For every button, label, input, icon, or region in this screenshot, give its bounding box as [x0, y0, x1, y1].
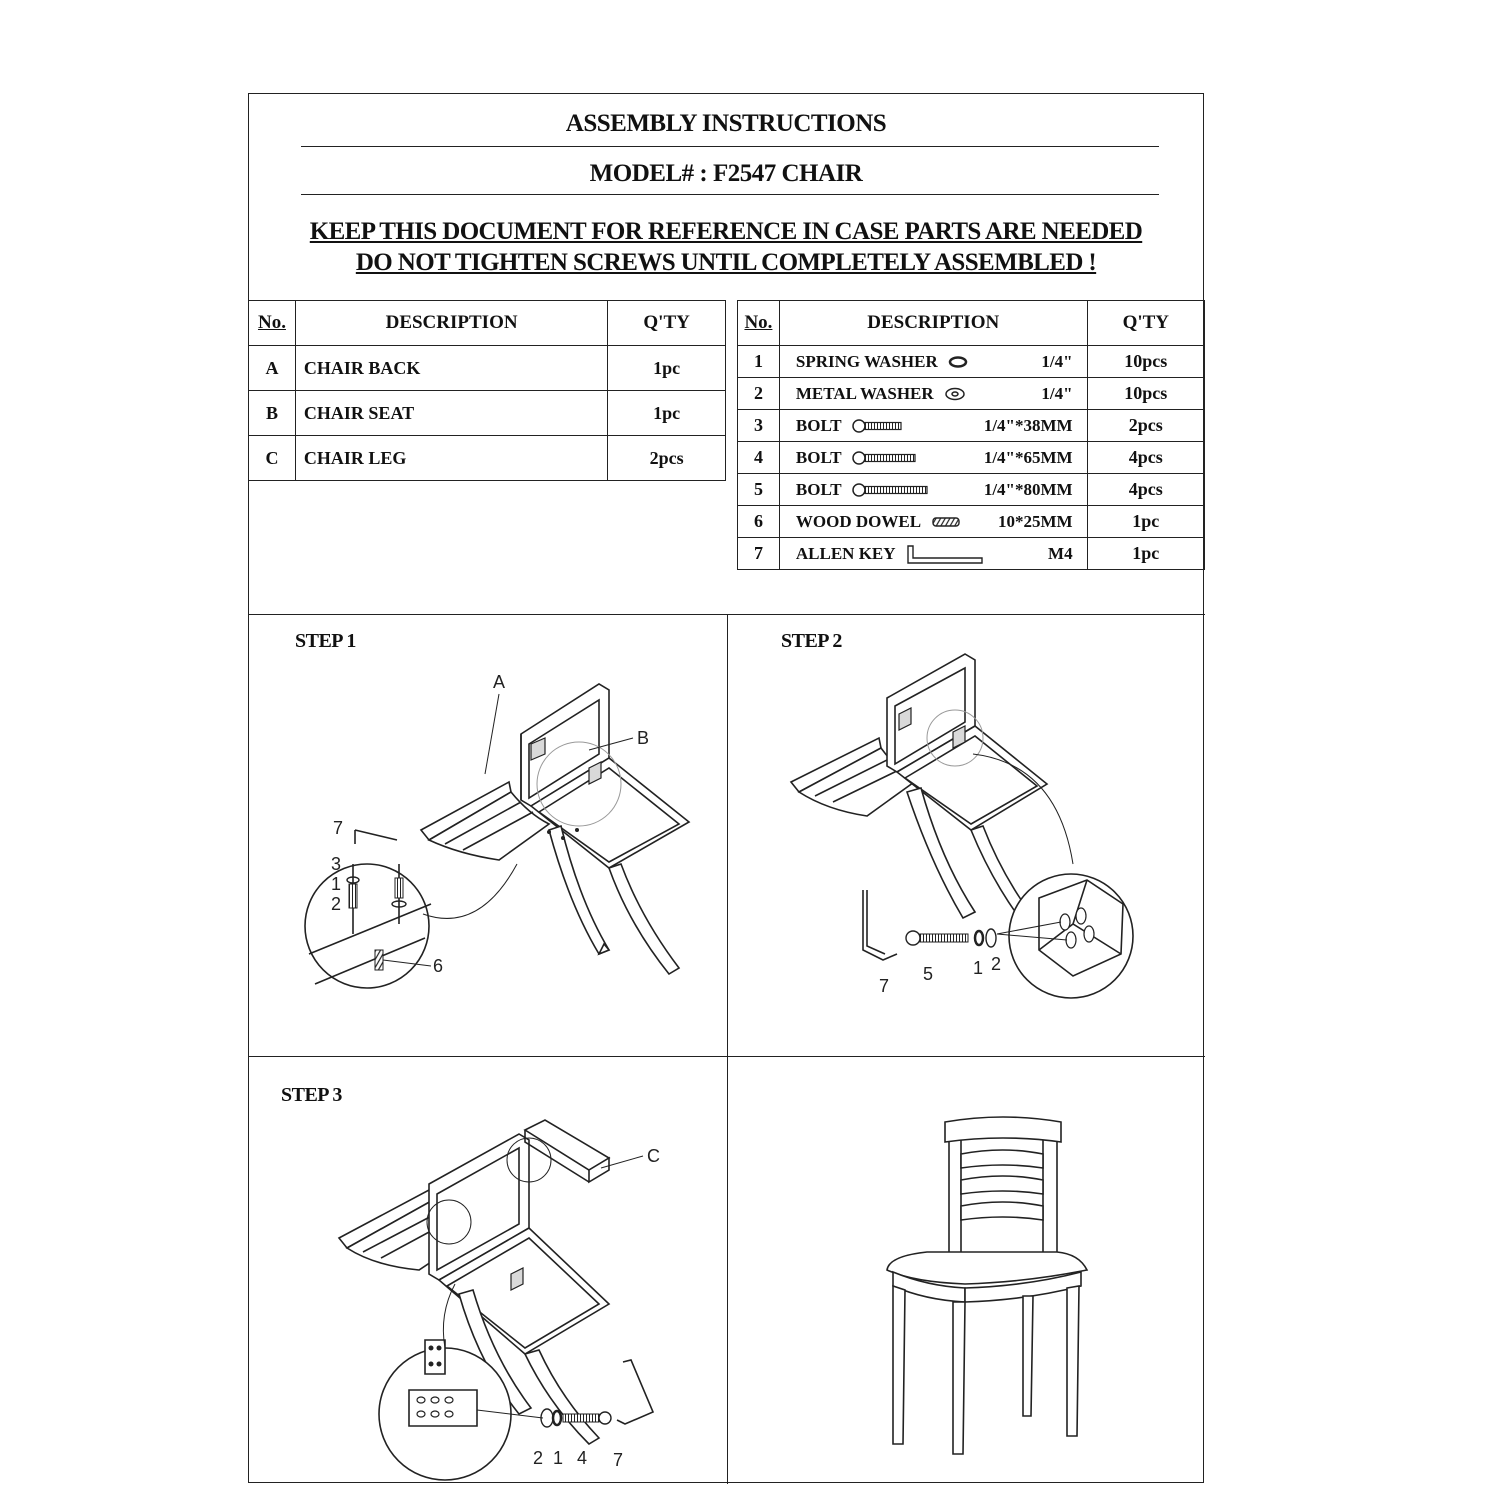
bolt-icon: [852, 450, 918, 466]
notice-keep-document: KEEP THIS DOCUMENT FOR REFERENCE IN CASE PARTS ARE NEEDED: [309, 218, 1143, 245]
header-description: DESCRIPTION: [295, 301, 607, 346]
callout-3: 3: [331, 854, 342, 874]
hardware-description: [779, 474, 1087, 506]
callout-a: A: [493, 672, 506, 692]
callout-7: 7: [333, 818, 344, 838]
hardware-no: 5: [738, 474, 780, 506]
notice-do-not-tighten: DO NOT TIGHTEN SCREWS UNTIL COMPLETELY ASSEMBLED !: [355, 249, 1097, 276]
hardware-qty: 1pc: [1087, 506, 1204, 538]
hardware-no: 1: [738, 346, 780, 378]
step-3-label: STEP 3: [281, 1084, 342, 1106]
allen-key-icon: [906, 543, 986, 565]
table-row: [738, 346, 1205, 378]
callout-5: 5: [923, 964, 934, 984]
hardware-table: [737, 300, 1205, 570]
hardware-no: 7: [738, 538, 780, 570]
spring-washer-icon: [948, 356, 968, 368]
hardware-name: METAL WASHER: [795, 383, 934, 403]
hardware-description: [779, 442, 1087, 474]
part-qty: 1pc: [608, 346, 726, 391]
metal-washer-icon: [944, 387, 966, 401]
step-1-illustration: [249, 654, 727, 1054]
hardware-description: [779, 538, 1087, 570]
hardware-description: [779, 506, 1087, 538]
document-title: ASSEMBLY INSTRUCTIONS: [565, 110, 887, 137]
hardware-name: WOOD DOWEL: [795, 511, 922, 531]
hardware-qty: 4pcs: [1087, 442, 1204, 474]
hardware-qty: 2pcs: [1087, 410, 1204, 442]
header-qty: Q'TY: [1087, 301, 1204, 346]
parts-table-header: [249, 301, 726, 346]
step-1-label: STEP 1: [295, 630, 356, 652]
hardware-no: 6: [738, 506, 780, 538]
callout-6: 6: [433, 956, 444, 976]
hardware-name: BOLT: [795, 479, 842, 499]
hardware-no: 2: [738, 378, 780, 410]
callout-b: B: [637, 728, 650, 748]
hardware-no: 4: [738, 442, 780, 474]
hardware-no: 3: [738, 410, 780, 442]
callout-7: 7: [879, 976, 890, 996]
table-row: [738, 442, 1205, 474]
part-no: A: [249, 346, 296, 391]
instruction-sheet: [248, 93, 1204, 1483]
table-row: [738, 506, 1205, 538]
header-qty: Q'TY: [608, 301, 726, 346]
callout-2: 2: [533, 1448, 544, 1468]
part-description: CHAIR BACK: [295, 346, 607, 391]
callout-7: 7: [613, 1450, 624, 1470]
header-description: DESCRIPTION: [779, 301, 1087, 346]
hardware-description: [779, 410, 1087, 442]
hardware-description: [779, 378, 1087, 410]
bolt-icon: [852, 482, 930, 498]
hardware-qty: 10pcs: [1087, 378, 1204, 410]
model-rule: [301, 194, 1159, 195]
hardware-size: 1/4": [1041, 351, 1073, 371]
wood-dowel-icon: [931, 515, 961, 529]
hardware-name: BOLT: [795, 447, 842, 467]
part-qty: 2pcs: [608, 436, 726, 481]
callout-1: 1: [553, 1448, 564, 1468]
callout-c: C: [647, 1146, 660, 1166]
hardware-qty: 4pcs: [1087, 474, 1204, 506]
hardware-size: 1/4"*38MM: [983, 415, 1073, 435]
header-no: No.: [738, 301, 780, 346]
table-row: [738, 410, 1205, 442]
part-no: B: [249, 391, 296, 436]
steps-grid-top-divider: [249, 614, 1205, 615]
table-row: [249, 391, 726, 436]
callout-2: 2: [991, 954, 1002, 974]
title-rule: [301, 146, 1159, 147]
hardware-size: M4: [1048, 543, 1073, 563]
step-2-label: STEP 2: [781, 630, 842, 652]
hardware-qty: 1pc: [1087, 538, 1204, 570]
hardware-name: BOLT: [795, 415, 842, 435]
hardware-name: SPRING WASHER: [795, 351, 938, 371]
callout-4: 4: [577, 1448, 588, 1468]
callout-1: 1: [331, 874, 342, 894]
callout-1: 1: [973, 958, 984, 978]
callout-2: 2: [331, 894, 342, 914]
table-row: [738, 378, 1205, 410]
assembled-chair-illustration: [727, 1056, 1205, 1484]
table-row: [738, 538, 1205, 570]
model-number: MODEL# : F2547 CHAIR: [589, 160, 863, 187]
part-no: C: [249, 436, 296, 481]
part-description: CHAIR SEAT: [295, 391, 607, 436]
parts-table: [248, 300, 726, 481]
hardware-table-header: [738, 301, 1205, 346]
table-row: [249, 346, 726, 391]
part-description: CHAIR LEG: [295, 436, 607, 481]
hardware-qty: 10pcs: [1087, 346, 1204, 378]
step-3-illustration: [249, 1114, 727, 1484]
step-2-illustration: [727, 654, 1205, 1054]
hardware-description: [779, 346, 1087, 378]
hardware-size: 10*25MM: [997, 511, 1073, 531]
hardware-name: ALLEN KEY: [795, 543, 896, 563]
header-no: No.: [249, 301, 296, 346]
hardware-size: 1/4"*65MM: [983, 447, 1073, 467]
hardware-size: 1/4": [1041, 383, 1073, 403]
table-row: [738, 474, 1205, 506]
part-qty: 1pc: [608, 391, 726, 436]
table-row: [249, 436, 726, 481]
bolt-icon: [852, 418, 904, 434]
hardware-size: 1/4"*80MM: [983, 479, 1073, 499]
